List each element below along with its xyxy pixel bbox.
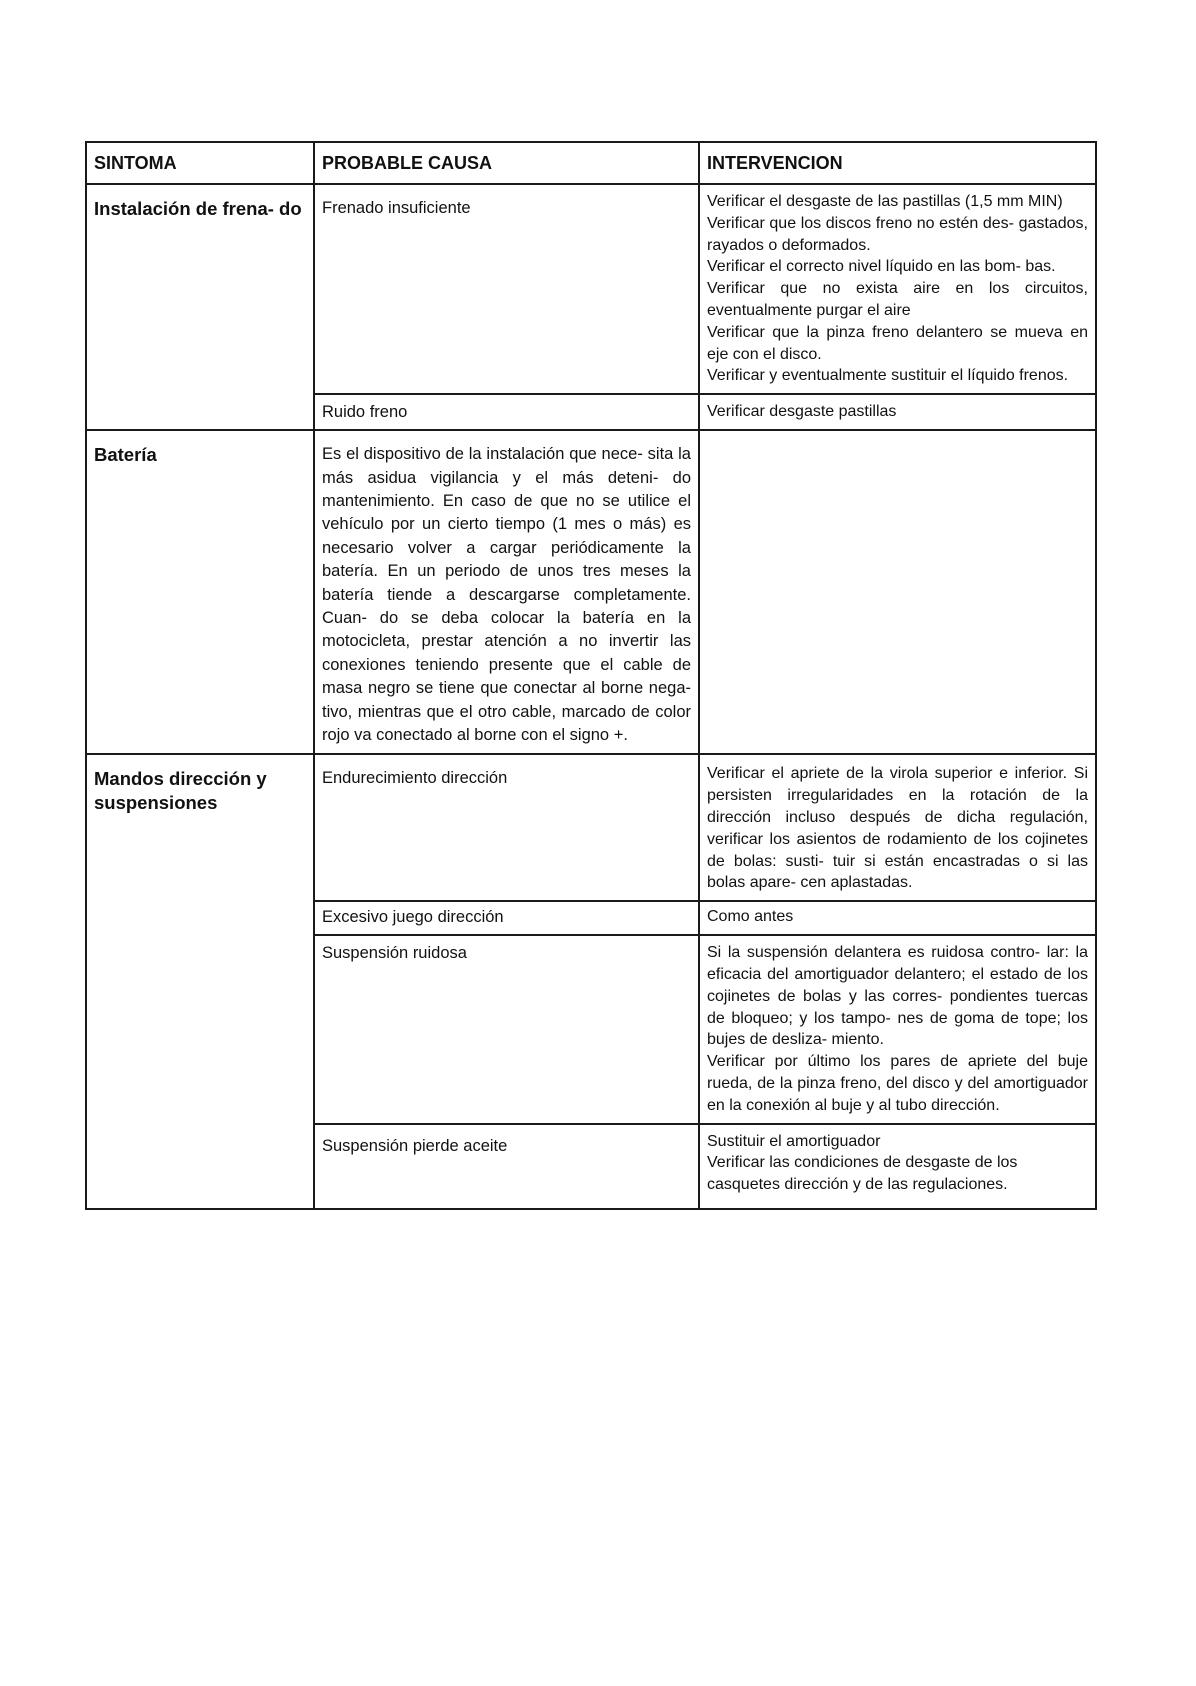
table-row xyxy=(86,754,1096,901)
intervention-line: Verificar el correcto nivel líquido en las bom- bas. xyxy=(707,258,1056,276)
intervention-cell xyxy=(699,754,1096,901)
table-header-row xyxy=(86,142,1096,184)
intervention-cell xyxy=(699,1124,1096,1209)
intervention-cell xyxy=(699,184,1096,394)
cause-text: Es el dispositivo de la instalación que nece- sita la más asidua vigilancia y el más deteni- do mantenimiento. En caso de que no se utilice el vehículo por un cierto tiempo (1 mes o más) es necesario volver a cargar periódicamente la batería. En un periodo de unos tres meses la batería tiende a descargarse completamente. Cuan- do se deba colocar la batería en la motocicleta, prestar atención a no invertir las conexiones teniendo presente que el cable de masa negro se tiene que conectar al borne nega- tivo, mientras que el otro cable, marcado de color rojo va conectado al borne con el signo +. xyxy=(322,445,691,745)
intervention-line: Verificar que no exista aire en los circuitos, eventualmente purgar el aire xyxy=(707,280,1088,319)
symptom-cell-steering: Mandos dirección y suspensiones xyxy=(86,754,314,1209)
cause-text: Suspensión ruidosa xyxy=(322,944,467,963)
header-symptom: SINTOMA xyxy=(86,142,314,184)
intervention-line: Como antes xyxy=(707,908,794,926)
cause-cell xyxy=(314,935,699,1123)
intervention-line: Sustituir el amortiguador xyxy=(707,1132,881,1150)
table-row xyxy=(86,184,1096,394)
cause-cell xyxy=(314,754,699,901)
cause-text: Endurecimiento dirección xyxy=(322,769,508,788)
header-cause: PROBABLE CAUSA xyxy=(314,142,699,184)
intervention-cell xyxy=(699,935,1096,1123)
cause-text: Frenado insuficiente xyxy=(322,199,471,217)
intervention-cell-empty xyxy=(699,430,1096,754)
intervention-cell xyxy=(699,901,1096,935)
cause-text: Ruido freno xyxy=(322,403,408,422)
intervention-cell xyxy=(699,394,1096,430)
intervention-line: Verificar que la pinza freno delantero se mueva en eje con el disco. xyxy=(707,323,1088,363)
symptom-cell-braking: Instalación de frena- do xyxy=(86,184,314,430)
symptom-cell-battery: Batería xyxy=(86,430,314,754)
intervention-line: Verificar por último los pares de apriete del buje rueda, de la pinza freno, del disco y del amortiguador en la conexión al buje y al tubo dirección. xyxy=(707,1053,1088,1114)
table-row xyxy=(86,430,1096,754)
cause-cell xyxy=(314,430,699,754)
intervention-line: Si la suspensión delantera es ruidosa contro- lar: la eficacia del amortiguador delantero; el estado de los cojinetes de bolas y las corres- pondientes tuercas de bloqueo; y los tampo- nes de goma de tope; los bujes de desliza- miento. xyxy=(707,944,1088,1049)
intervention-line: Verificar y eventualmente sustituir el líquido frenos. xyxy=(707,367,1069,385)
intervention-line: Verificar desgaste pastillas xyxy=(707,403,897,421)
cause-cell xyxy=(314,184,699,394)
intervention-line: Verificar que los discos freno no estén des- gastados, rayados o deformados. xyxy=(707,214,1088,254)
intervention-line: Verificar el desgaste de las pastillas (1,5 mm MIN) xyxy=(707,193,1063,210)
intervention-line: Verificar las condiciones de desgaste de los casquetes dirección y de las regulaciones. xyxy=(707,1154,1018,1194)
cause-cell xyxy=(314,1124,699,1209)
intervention-line: Verificar el apriete de la virola superior e inferior. Si persisten irregularidades en la rotación de la dirección incluso después de dicha regulación, verificar los asientos de rodamiento de los cojinetes de bolas: susti- tuir si están encastradas o si las bolas apare- cen aplastadas. xyxy=(707,765,1088,892)
troubleshooting-table xyxy=(85,141,1097,1210)
cause-text: Excesivo juego dirección xyxy=(322,908,504,927)
cause-cell xyxy=(314,394,699,430)
cause-text: Suspensión pierde aceite xyxy=(322,1136,508,1155)
header-intervention: INTERVENCION xyxy=(699,142,1096,184)
cause-cell xyxy=(314,901,699,935)
